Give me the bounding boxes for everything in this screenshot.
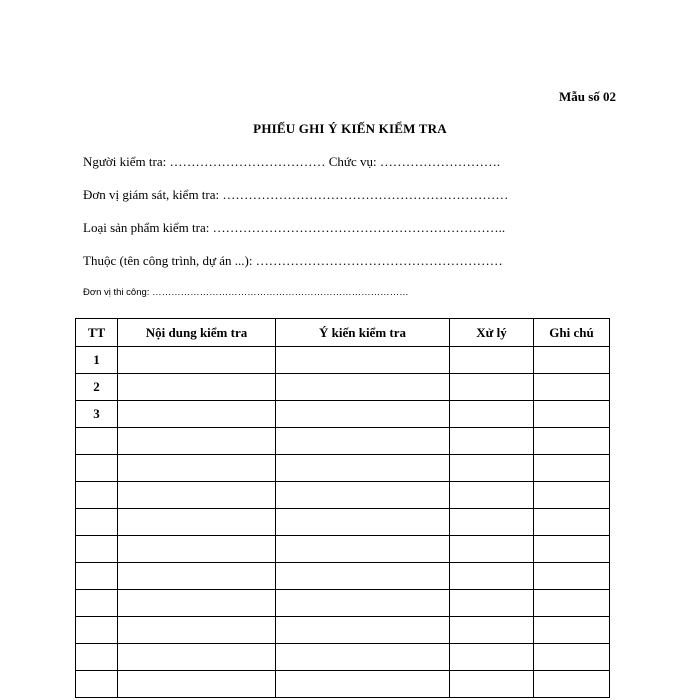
cell-content[interactable] <box>118 347 276 374</box>
cell-note[interactable] <box>534 347 610 374</box>
inspector-fill[interactable]: ……………………………… <box>169 154 326 169</box>
cell-opinion[interactable] <box>276 617 450 644</box>
cell-content[interactable] <box>118 401 276 428</box>
cell-content[interactable] <box>118 428 276 455</box>
table-row <box>76 509 610 536</box>
cell-tt: 3 <box>76 401 118 428</box>
cell-opinion[interactable] <box>276 374 450 401</box>
cell-tt <box>76 428 118 455</box>
cell-handling[interactable] <box>450 347 534 374</box>
project-fill[interactable]: ………………………………………………… <box>255 253 503 268</box>
position-label: Chức vụ: <box>328 154 377 169</box>
cell-note[interactable] <box>534 617 610 644</box>
cell-note[interactable] <box>534 455 610 482</box>
cell-note[interactable] <box>534 509 610 536</box>
table-row <box>76 671 610 698</box>
cell-opinion[interactable] <box>276 644 450 671</box>
cell-content[interactable] <box>118 536 276 563</box>
table-row <box>76 617 610 644</box>
project-line <box>83 253 503 269</box>
cell-tt <box>76 590 118 617</box>
cell-note[interactable] <box>534 590 610 617</box>
table-row <box>76 347 610 374</box>
cell-opinion[interactable] <box>276 590 450 617</box>
cell-tt <box>76 671 118 698</box>
cell-tt <box>76 644 118 671</box>
inspector-label: Người kiểm tra: <box>83 154 167 169</box>
cell-tt <box>76 617 118 644</box>
cell-tt <box>76 509 118 536</box>
cell-tt <box>76 455 118 482</box>
product-line <box>83 220 505 236</box>
cell-handling[interactable] <box>450 671 534 698</box>
cell-handling[interactable] <box>450 590 534 617</box>
cell-note[interactable] <box>534 536 610 563</box>
contractor-label: Đơn vị thi công: <box>83 287 150 298</box>
project-label: Thuộc (tên công trình, dự án ...): <box>83 253 253 268</box>
cell-handling[interactable] <box>450 509 534 536</box>
cell-handling[interactable] <box>450 482 534 509</box>
cell-note[interactable] <box>534 482 610 509</box>
cell-handling[interactable] <box>450 428 534 455</box>
cell-note[interactable] <box>534 671 610 698</box>
cell-content[interactable] <box>118 455 276 482</box>
unit-label: Đơn vị giám sát, kiểm tra: <box>83 187 220 202</box>
contractor-line <box>83 287 409 298</box>
cell-note[interactable] <box>534 563 610 590</box>
cell-tt <box>76 563 118 590</box>
table-header-row <box>76 319 610 347</box>
position-fill[interactable]: ………………………. <box>379 154 501 169</box>
cell-content[interactable] <box>118 374 276 401</box>
form-title: PHIẾU GHI Ý KIẾN KIỂM TRA <box>253 121 447 136</box>
table-row <box>76 536 610 563</box>
cell-handling[interactable] <box>450 401 534 428</box>
header-handling: Xử lý <box>450 319 534 347</box>
header-opinion: Ý kiến kiểm tra <box>276 319 450 347</box>
cell-tt: 1 <box>76 347 118 374</box>
product-fill[interactable]: ………………………………………………………….. <box>212 220 506 235</box>
cell-tt <box>76 536 118 563</box>
cell-handling[interactable] <box>450 617 534 644</box>
cell-note[interactable] <box>534 401 610 428</box>
cell-opinion[interactable] <box>276 671 450 698</box>
cell-opinion[interactable] <box>276 563 450 590</box>
cell-note[interactable] <box>534 644 610 671</box>
table-row <box>76 401 610 428</box>
cell-handling[interactable] <box>450 563 534 590</box>
cell-opinion[interactable] <box>276 455 450 482</box>
cell-opinion[interactable] <box>276 401 450 428</box>
table-row <box>76 374 610 401</box>
cell-opinion[interactable] <box>276 428 450 455</box>
cell-note[interactable] <box>534 428 610 455</box>
form-code: Mẫu số 02 <box>558 89 616 104</box>
header-content: Nội dung kiểm tra <box>118 319 276 347</box>
cell-opinion[interactable] <box>276 509 450 536</box>
unit-fill[interactable]: ………………………………………………………… <box>222 187 509 202</box>
cell-content[interactable] <box>118 617 276 644</box>
cell-content[interactable] <box>118 644 276 671</box>
cell-content[interactable] <box>118 563 276 590</box>
cell-tt: 2 <box>76 374 118 401</box>
table-row <box>76 428 610 455</box>
table-row <box>76 482 610 509</box>
header-note: Ghi chú <box>534 319 610 347</box>
cell-opinion[interactable] <box>276 347 450 374</box>
inspection-table <box>75 318 610 698</box>
table-row <box>76 563 610 590</box>
product-label: Loại sản phẩm kiểm tra: <box>83 220 210 235</box>
cell-content[interactable] <box>118 671 276 698</box>
cell-handling[interactable] <box>450 455 534 482</box>
cell-opinion[interactable] <box>276 482 450 509</box>
cell-note[interactable] <box>534 374 610 401</box>
cell-tt <box>76 482 118 509</box>
table-row <box>76 590 610 617</box>
cell-content[interactable] <box>118 590 276 617</box>
inspector-line <box>83 154 500 170</box>
unit-line <box>83 187 508 203</box>
header-tt: TT <box>76 319 118 347</box>
table-row <box>76 644 610 671</box>
cell-content[interactable] <box>118 482 276 509</box>
contractor-fill[interactable]: ……………………………………………………………………… <box>152 287 409 298</box>
cell-content[interactable] <box>118 509 276 536</box>
table-row <box>76 455 610 482</box>
cell-opinion[interactable] <box>276 536 450 563</box>
cell-handling[interactable] <box>450 374 534 401</box>
cell-handling[interactable] <box>450 536 534 563</box>
cell-handling[interactable] <box>450 644 534 671</box>
